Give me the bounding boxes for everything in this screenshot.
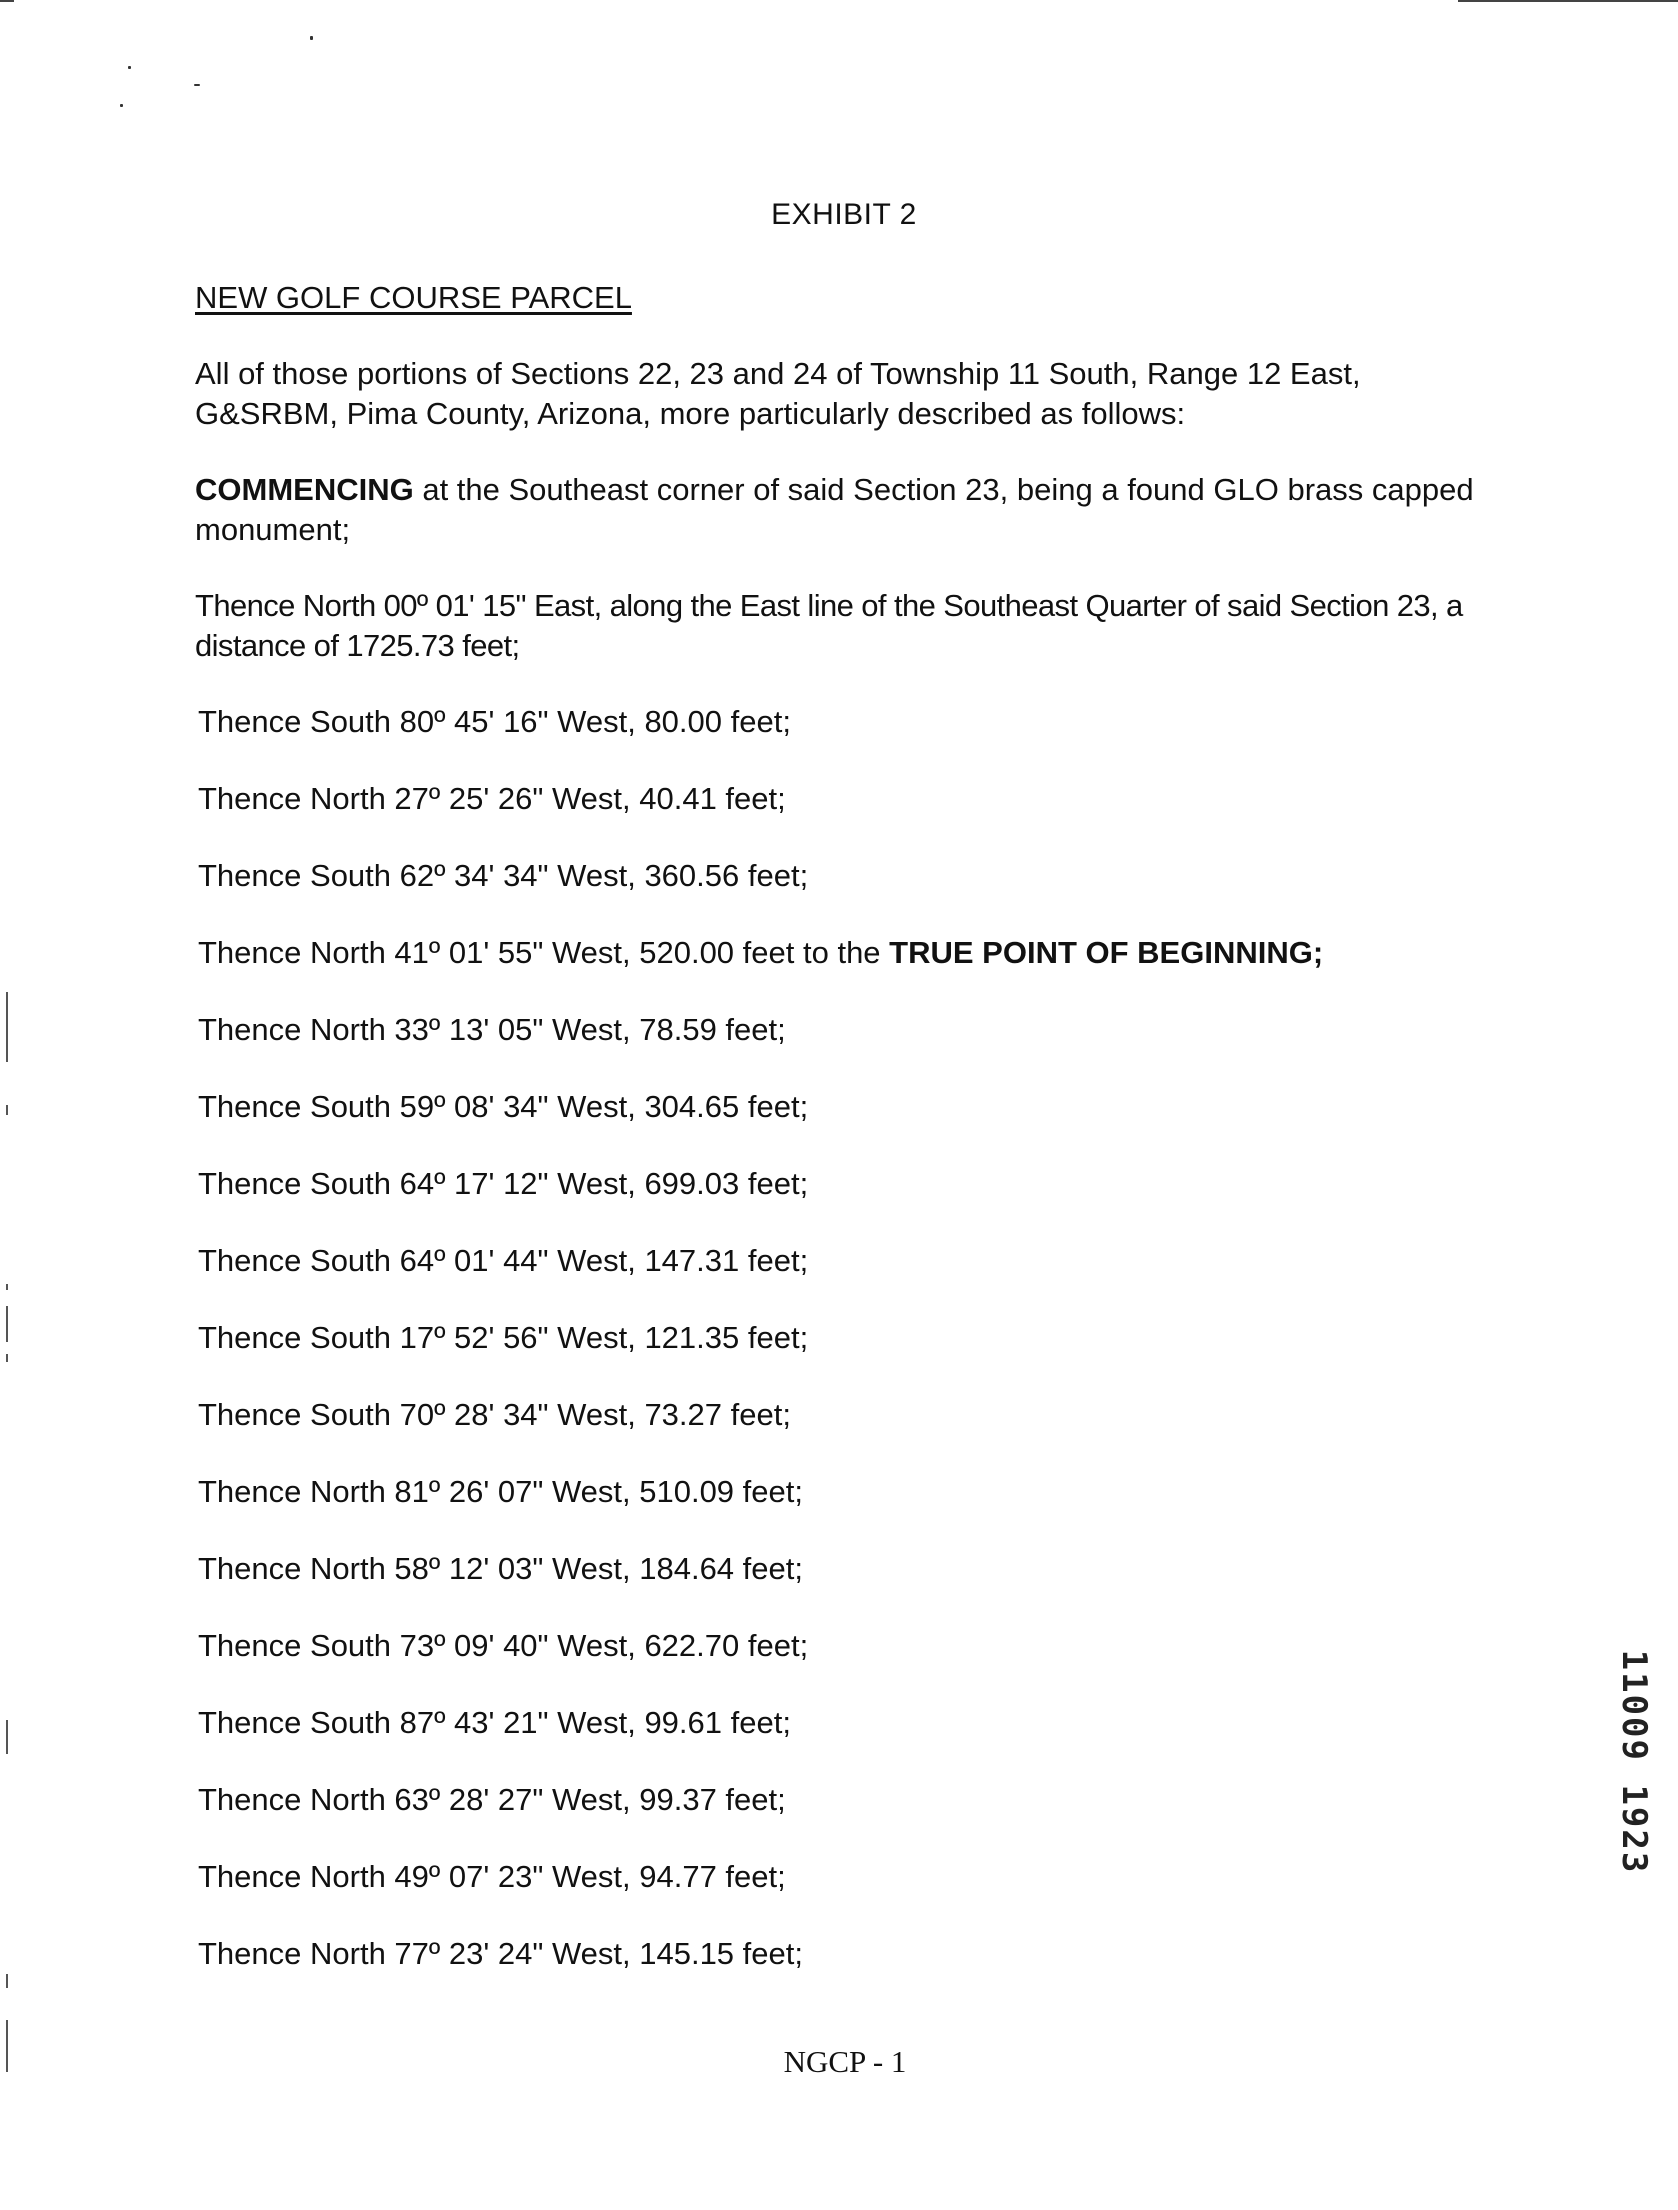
first-call-paragraph: Thence North 00º 01' 15" East, along the East line of the Southeast Quarter of said Section 23, a distance of 1725.73 feet; [195, 588, 1463, 663]
bearing-call-line [198, 1628, 808, 1664]
bearing-call-line [198, 858, 808, 894]
bearing-call-line [198, 781, 786, 817]
scan-speck [194, 84, 200, 86]
scan-speck [120, 104, 123, 107]
bearing-call-text: Thence South 17º 52' 56" West, 121.35 feet; [198, 1320, 809, 1355]
stamp-number: 11009 1923 [1614, 1649, 1654, 1875]
scan-edge-line [0, 0, 14, 2]
bearing-call-line [198, 1705, 791, 1741]
bearing-call-line [198, 1782, 786, 1818]
scan-margin-mark [6, 992, 8, 1062]
bearing-call-text: Thence South 80º 45' 16" West, 80.00 feet; [198, 704, 791, 739]
bearing-call-line [198, 1243, 808, 1279]
bearing-call-text: Thence North 63º 28' 27" West, 99.37 feet; [198, 1782, 786, 1817]
bearing-call-line [198, 1936, 803, 1972]
bearing-call-line [198, 1397, 791, 1433]
bearing-call-text: Thence South 73º 09' 40" West, 622.70 feet; [198, 1628, 809, 1663]
intro-paragraph: All of those portions of Sections 22, 23 and 24 of Township 11 South, Range 12 East, G&SRBM, Pima County, Arizona, more particularly described as follows: [195, 356, 1361, 431]
bearing-call-text: Thence South 64º 17' 12" West, 699.03 feet; [198, 1166, 809, 1201]
scan-margin-mark [6, 1974, 8, 1988]
bearing-call-text: Thence South 62º 34' 34" West, 360.56 feet; [198, 858, 809, 893]
bearing-call-line [198, 1166, 808, 1202]
scan-margin-mark [6, 1284, 8, 1290]
commencing-label: COMMENCING [195, 472, 414, 507]
bearing-call-text: Thence North 81º 26' 07" West, 510.09 feet; [198, 1474, 803, 1509]
scan-margin-mark [6, 1105, 8, 1115]
scan-margin-mark [6, 1306, 8, 1342]
bearing-call-text: Thence North 58º 12' 03" West, 184.64 feet; [198, 1551, 803, 1586]
document-stamp [1612, 1592, 1656, 1932]
scan-speck [310, 36, 313, 40]
bearing-call-line [198, 1859, 786, 1895]
bearing-call-text: Thence North 27º 25' 26" West, 40.41 feet; [198, 781, 786, 816]
commencing-paragraph [195, 470, 1495, 550]
bearing-call-text: Thence North 41º 01' 55" West, 520.00 feet to the [198, 935, 890, 970]
bearing-call-line [198, 1012, 786, 1048]
bearing-call-text: Thence North 49º 07' 23" West, 94.77 feet; [198, 1859, 786, 1894]
bearing-call-text: Thence South 64º 01' 44" West, 147.31 feet; [198, 1243, 809, 1278]
bearing-call-text: Thence North 33º 13' 05" West, 78.59 feet; [198, 1012, 786, 1047]
bearing-call-line [198, 1551, 803, 1587]
bearing-call-line [198, 1089, 808, 1125]
bearing-call-line [198, 1320, 808, 1356]
scan-margin-mark [6, 1720, 8, 1754]
bearing-call-text: Thence South 70º 28' 34" West, 73.27 feet; [198, 1397, 791, 1432]
exhibit-title: EXHIBIT 2 [771, 198, 917, 231]
page-footer: NGCP - 1 [783, 2044, 907, 2079]
commencing-text: at the Southeast corner of said Section 23, being a found GLO brass capped monument; [195, 472, 1474, 547]
bearing-call-line [198, 1474, 803, 1510]
bearing-call-text: Thence South 59º 08' 34" West, 304.65 feet; [198, 1089, 809, 1124]
scan-edge-line [1458, 0, 1678, 2]
scan-margin-mark [6, 1354, 8, 1362]
bearing-call-text: Thence North 77º 23' 24" West, 145.15 feet; [198, 1936, 803, 1971]
parcel-heading: NEW GOLF COURSE PARCEL [195, 280, 632, 315]
scan-speck [128, 66, 131, 69]
bearing-call-text: Thence South 87º 43' 21" West, 99.61 feet; [198, 1705, 791, 1740]
bearing-call-line [198, 704, 791, 740]
true-point-of-beginning-label: TRUE POINT OF BEGINNING; [889, 935, 1324, 970]
bearing-call-line [198, 935, 1323, 971]
